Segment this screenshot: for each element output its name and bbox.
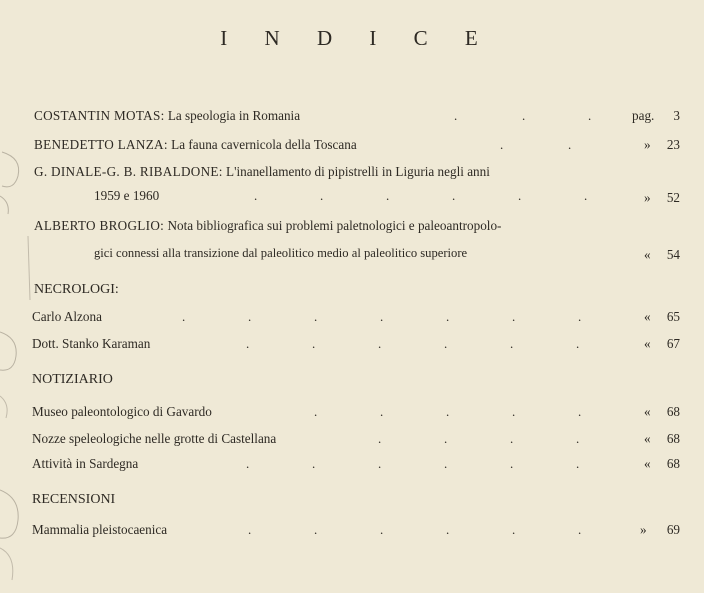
dot-leader: . . . . . .	[254, 188, 588, 203]
list-item	[32, 431, 684, 449]
page-ref	[632, 108, 680, 126]
page-prefix: pag.	[632, 108, 655, 123]
item-label: Attività in Sardegna	[32, 456, 139, 471]
page-number: 68	[666, 456, 680, 471]
index-entry	[34, 164, 684, 208]
page-prefix: «	[644, 431, 651, 446]
index-entry	[34, 108, 684, 126]
entry-title: L'inanellamento di pipistrelli in Liguria negli anni	[226, 164, 490, 179]
entry-author: G. DINALE-G. B. RIBALDONE:	[34, 164, 223, 179]
page-prefix: «	[644, 404, 651, 419]
page-ref	[644, 431, 680, 449]
entry-text	[34, 108, 300, 124]
page-prefix: «	[644, 456, 651, 471]
entry-title: Nota bibliografica sui problemi paletnologici e paleoantropolo-	[167, 218, 502, 233]
entry-title: La speologia in Romania	[167, 108, 301, 123]
item-label: Dott. Stanko Karaman	[32, 336, 151, 351]
page-prefix: »	[640, 522, 647, 537]
item-label: Carlo Alzona	[32, 309, 102, 324]
dot-leader: . .	[500, 137, 572, 152]
section-heading: RECENSIONI	[32, 492, 116, 507]
dot-leader: . . . . . . .	[182, 309, 582, 324]
section-heading: NECROLOGI:	[34, 282, 119, 297]
page-number: 23	[666, 137, 680, 152]
page-number: 52	[666, 190, 680, 205]
entry-title: La fauna cavernicola della Toscana	[171, 137, 357, 152]
page-ref	[644, 456, 680, 474]
index-title: I N D I C E	[220, 26, 494, 50]
list-item	[32, 522, 684, 540]
page-number: 68	[666, 431, 680, 446]
dot-leader: . . .	[454, 108, 592, 123]
page-number: 69	[666, 522, 680, 537]
page-ref	[644, 309, 680, 327]
list-item	[32, 456, 684, 474]
index-entry	[34, 137, 684, 155]
dot-leader: . . . .	[378, 431, 580, 446]
entry-title-continued: 1959 e 1960	[94, 188, 160, 203]
entry-author: COSTANTIN MOTAS:	[34, 108, 165, 123]
page-number: 3	[673, 108, 680, 123]
entry-text	[34, 164, 490, 180]
list-item	[32, 336, 684, 354]
page-prefix: «	[644, 247, 651, 262]
section-heading: NOTIZIARIO	[32, 372, 113, 387]
page-ref	[644, 247, 680, 265]
dot-leader: . . . . .	[314, 404, 582, 419]
page-number: 67	[666, 336, 680, 351]
index-entry	[34, 218, 684, 262]
page-prefix: «	[644, 309, 651, 324]
page-number: 54	[666, 247, 680, 262]
page-number: 68	[666, 404, 680, 419]
entry-title-continued: gici connessi alla transizione dal paleolitico medio al paleolitico superiore	[94, 246, 468, 260]
list-item	[32, 404, 684, 422]
entry-text	[34, 218, 501, 234]
item-label: Nozze speleologiche nelle grotte di Castellana	[32, 431, 277, 446]
list-item	[32, 309, 684, 327]
dot-leader: . . . . . .	[248, 522, 582, 537]
page-ref	[644, 404, 680, 422]
page-ref	[644, 137, 680, 155]
page-ref	[644, 190, 680, 208]
page-number: 65	[666, 309, 680, 324]
entry-author: BENEDETTO LANZA:	[34, 137, 168, 152]
dot-leader: . . . . . .	[246, 336, 580, 351]
entry-author: ALBERTO BROGLIO:	[34, 218, 165, 233]
page-ref	[644, 336, 680, 354]
item-label: Museo paleontologico di Gavardo	[32, 404, 212, 419]
item-label: Mammalia pleistocaenica	[32, 522, 168, 537]
page-prefix: »	[644, 190, 651, 205]
page-prefix: »	[644, 137, 651, 152]
dot-leader: . . . . . .	[246, 456, 580, 471]
page-prefix: «	[644, 336, 651, 351]
page-ref	[640, 522, 680, 540]
entry-text	[34, 137, 357, 153]
